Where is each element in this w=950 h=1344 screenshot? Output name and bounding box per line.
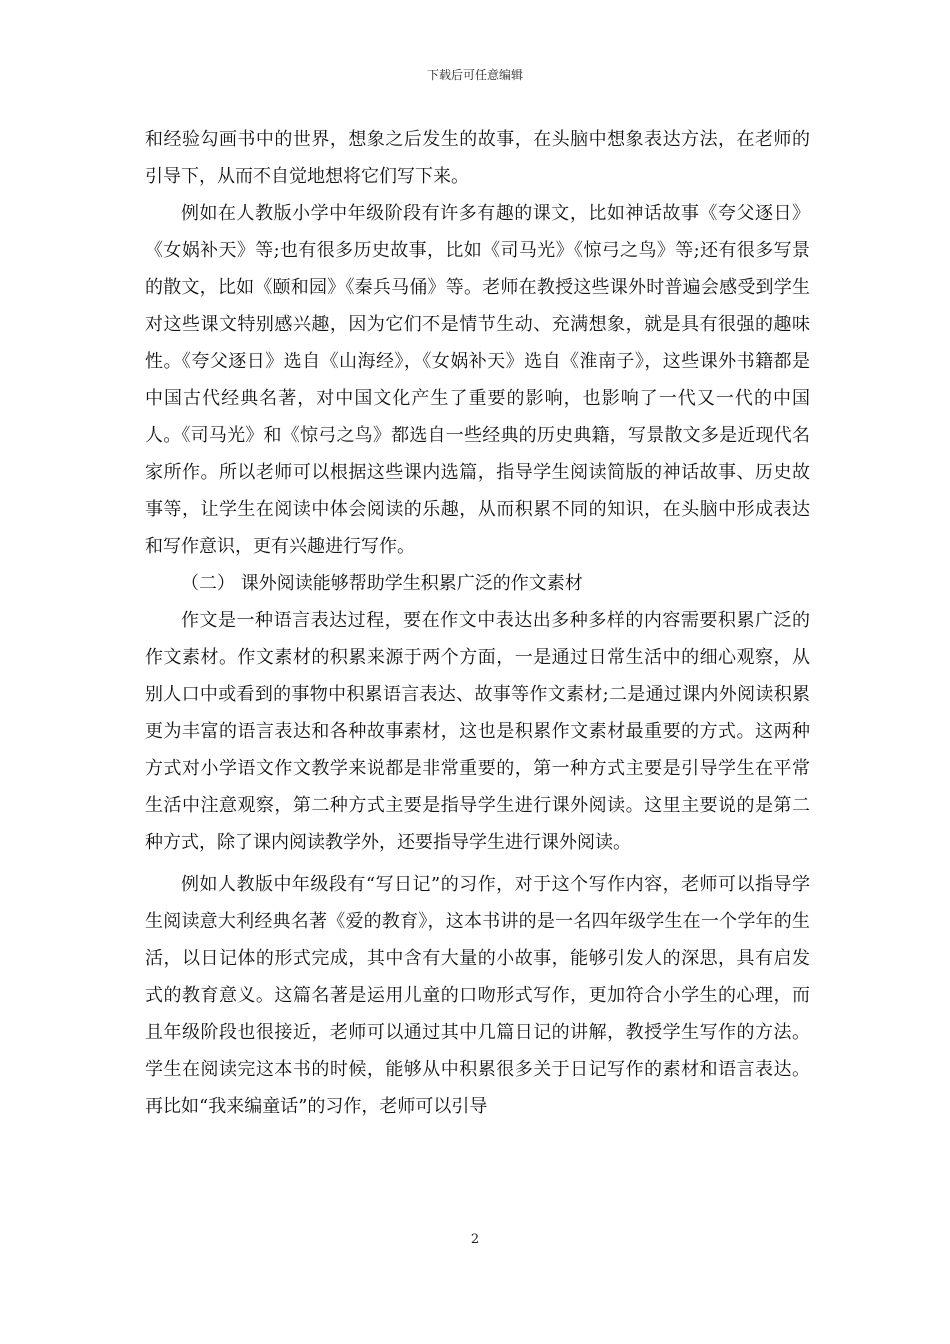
- paragraph-continuation: 和经验勾画书中的世界，想象之后发生的故事，在头脑中想象表达方法，在老师的引导下，从而不自觉地想将它们写下来。: [145, 129, 810, 187]
- document-body: [145, 121, 810, 1125]
- page-number: 2: [470, 1232, 480, 1247]
- page-header: 下载后可任意编辑: [426, 68, 523, 82]
- section-heading: （二） 课外阅读能够帮助学生积累广泛的作文素材: [181, 573, 583, 594]
- paragraph-writing-materials: 作文是一种语言表达过程，要在作文中表达出多种多样的内容需要积累广泛的作文素材。作文素材的积累来源于两个方面，一是通过日常生活中的细心观察，从别人口中或看到的事物中积累语言表达、故事等作文素材;二是通过课内外阅读积累更为丰富的语言表达和各种故事素材，这也是积累作文素材最重要的方式。这两种方式对小学语文作文教学来说都是非常重要的，第一种方式主要是引导学生在平常生活中注意观察，第二种方式主要是指导学生进行课外阅读。这里主要说的是第二种方式，除了课内阅读教学外，还要指导学生进行课外阅读。: [145, 610, 810, 853]
- paragraph-diary-example: 例如人教版中年级段有“写日记”的习作，对于这个写作内容，老师可以指导学生阅读意大利经典名著《爱的教育》，这本书讲的是一名四年级学生在一个学年的生活，以日记体的形式完成，其中含有大量的小故事，能够引发人的深思，具有启发式的教育意义。这篇名著是运用儿童的口吻形式写作，更加符合小学生的心理，而且年级阶段也很接近，老师可以通过其中几篇日记的讲解，教授学生写作的方法。学生在阅读完这本书的时候，能够从中积累很多关于日记写作的素材和语言表达。再比如“我来编童话”的习作，老师可以引导: [145, 874, 810, 1117]
- paragraph-textbook-examples: 例如在人教版小学中年级阶段有许多有趣的课文，比如神话故事《夸父逐日》《女娲补天》等;也有很多历史故事，比如《司马光》《惊弓之鸟》等;还有很多写景的散文，比如《颐和园》《秦兵马俑》等。老师在教授这些课外时普遍会感受到学生对这些课文特别感兴趣，因为它们不是情节生动、充满想象，就是具有很强的趣味性。《夸父逐日》选自《山海经》，《女娲补天》选自《淮南子》，这些课外书籍都是中国古代经典名著，对中国文化产生了重要的影响，也影响了一代又一代的中国人。《司马光》和《惊弓之鸟》都选自一些经典的历史典籍，写景散文多是近现代名家所作。所以老师可以根据这些课内选篇，指导学生阅读简版的神话故事、历史故事等，让学生在阅读中体会阅读的乐趣，从而积累不同的知识，在头脑中形成表达和写作意识，更有兴趣进行写作。: [145, 203, 810, 557]
